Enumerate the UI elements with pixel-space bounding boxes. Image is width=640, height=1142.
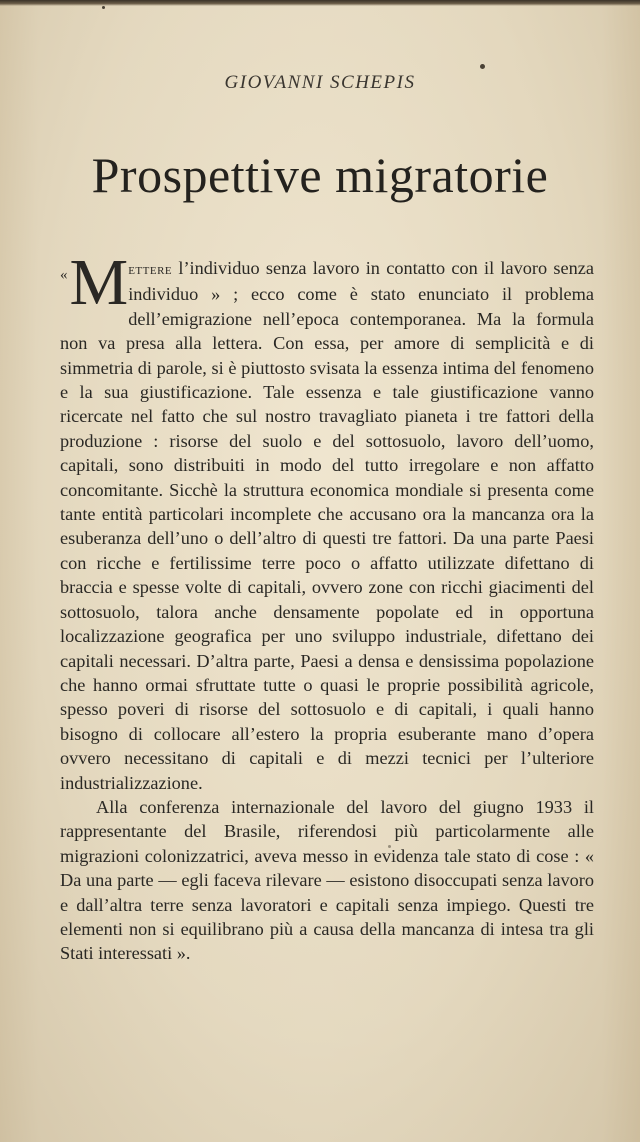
- article-body: [60, 246, 594, 966]
- drop-cap: M: [69, 246, 129, 319]
- author-name: GIOVANNI SCHEPIS: [224, 72, 416, 93]
- paragraph-1: [60, 246, 594, 795]
- paragraph-2: Alla conferenza internazionale del lavoro del giugno 1933 il rappresentante del Brasile, riferendosi più particolarmente alle migrazioni colonizzatrici, aveva messo in evidenza tale stato di cose : « Da una parte — egli faceva rilevare — esistono disoccupati senza lavoro e dall’altra terre senza lavoratori e capitali senza impiego. Questi tre elementi non si equilibrano più a causa della mancanza di intesa tra gli Stati interessati ».: [60, 796, 594, 964]
- paragraph-1-text: l’individuo senza lavoro in contatto con il lavoro senza individuo » ; ecco come è stato enunciato il problema dell’emigrazione nell’epoca contemporanea. Ma la formula non va presa alla lettera. Con essa, per amore di semplicità e di simmetria di parole, si è piuttosto svisata la essenza intima del fenomeno e la sua giustificazione. Tale essenza e tale giustificazione vanno ricercate nel fatto che sul nostro travagliato pianeta i tre fattori della produzione : risorse del suolo e del sottosuolo, lavoro dell’uomo, capitali, sono distribuiti in modo del tutto irregolare e non affatto concomitante. Sicchè la struttura economica mondiale si presenta come tante entità particolari incomplete che accusano ora la mancanza ora la esuberanza dell’uno o dell’altro di questi tre fattori. Da una parte Paesi con ricche e fertilissime terre poco o affatto utilizzate difettano di braccia e spesse volte di capitali, ovvero zone con ricchi giacimenti del sottosuolo, talora anche densamente popolate ed in opportuna localizzazione geografica per uno sviluppo industriale, difettano dei capitali necessari. D’altra parte, Paesi a densa e densissima popolazione che hanno ormai sfruttate tutte o quasi le proprie possibilità agricole, spesso poveri di risorse del sottosuolo e di capitali, i quali hanno bisogno di collocare all’estero la propria esuberante mano d’opera ovvero necessitano di capitali e di mezzi tecnici per l’ulteriore industrializzazione.: [60, 258, 594, 793]
- ink-speck: [102, 6, 105, 9]
- ink-speck: [480, 64, 485, 69]
- small-caps-lead: ettere: [128, 262, 173, 278]
- article-title: Prospettive migratorie: [91, 147, 549, 203]
- page-top-edge: [0, 0, 640, 6]
- opening-quote-mark: «: [60, 267, 68, 283]
